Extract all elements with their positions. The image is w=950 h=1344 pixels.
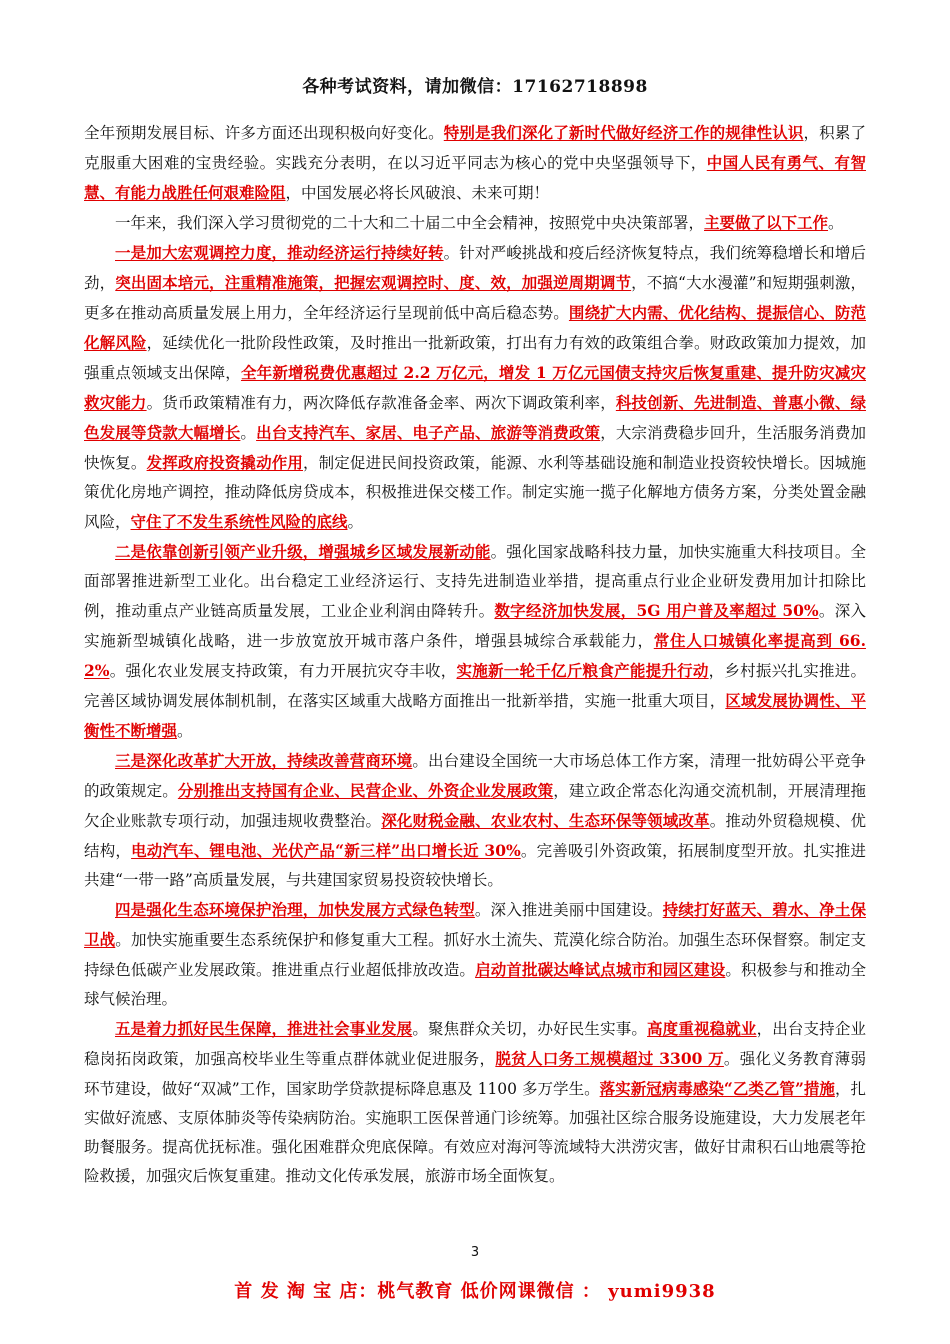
highlighted-text: 深化财税金融、农业农村、生态环保等领域改革 bbox=[381, 811, 710, 830]
body-text: 。 bbox=[828, 214, 844, 232]
body-text: ，建立政企常态化沟通交流机制，开展清理拖欠企业账款专项行动，加强违规收费整治。 bbox=[84, 782, 866, 830]
highlighted-text: 落实新冠病毒感染“乙类乙管”措施 bbox=[599, 1079, 835, 1098]
highlighted-text: 全年新增税费优惠超过 2.2 万亿元，增发 1 万亿元国债支持灾后恢复重建、提升防灾减灾救灾能力 bbox=[84, 363, 866, 412]
body-text: 。深入推进美丽中国建设。 bbox=[474, 901, 663, 919]
body-text: 。强化国家战略科技力量，加快实施重大科技项目。全面部署推进新型工业化。出台稳定工业经济运行、支持先进制造业举措，提高重点行业企业研发费用加计扣除比例，推动重点产业链高质量发展，工业企业利润由降转升。 bbox=[84, 543, 866, 620]
body-text: 。 bbox=[347, 513, 364, 531]
body-text: 。货币政策精准有力，两次降低存款准备金率、两次下调政策利率， bbox=[146, 394, 616, 412]
body-text: 。 bbox=[240, 424, 257, 442]
body-text: ，延续优化一批阶段性政策，及时推出一批新政策，打出有力有效的政策组合拳。财政政策加力提效，加强重点领域支出保障， bbox=[84, 334, 866, 382]
highlighted-text: 围绕扩大内需、优化结构、提振信心、防范化解风险 bbox=[84, 303, 866, 352]
page-header: 各种考试资料，请加微信：17162718898 bbox=[302, 77, 648, 97]
highlighted-text: 主要做了以下工作 bbox=[704, 213, 829, 232]
page-footer: 首 发 淘 宝 店：桃气教育 低价网课微信 ： yumi9938 bbox=[234, 1281, 716, 1302]
body-text: 。强化农业发展支持政策，有力开展抗灾夺丰收， bbox=[109, 662, 457, 680]
highlighted-text: 高度重视稳就业 bbox=[647, 1019, 757, 1038]
paragraph bbox=[84, 208, 866, 238]
body-text: ，大宗消费稳步回升，生活服务消费加快恢复。 bbox=[84, 424, 866, 472]
body-text: 。加快实施重要生态系统保护和修复重大工程。抓好水土流失、荒漠化综合防治。加强生态环保督察。制定支持绿色低碳产业发展政策。推进重点行业超低排放改造。 bbox=[84, 931, 866, 979]
highlighted-text: 中国人民有勇气、有智慧、有能力战胜任何艰难险阻 bbox=[84, 153, 866, 202]
body-text: ，扎实做好流感、支原体肺炎等传染病防治。实施职工医保普通门诊统筹。加强社区综合服务设施建设，大力发展老年助餐服务。提高优抚标准。强化困难群众兜底保障。有效应对海河等流域特大洪涝灾害，做好甘肃积石山地震等抢险救援，加强灾后恢复重建。推动文化传承发展，旅游市场全面恢复。 bbox=[84, 1080, 866, 1185]
page-number: 3 bbox=[470, 1245, 480, 1260]
highlighted-text: 实施新一轮千亿斤粮食产能提升行动 bbox=[456, 661, 709, 680]
highlighted-text: 一是加大宏观调控力度，推动经济运行持续好转 bbox=[115, 243, 444, 262]
highlighted-text: 五是着力抓好民生保障，推进社会事业发展 bbox=[115, 1019, 413, 1038]
body-text: ，不搞“大水漫灌”和短期强刺激，更多在推动高质量发展上用力，全年经济运行呈现前低中高后稳态势。 bbox=[84, 274, 866, 322]
body-text: 。深入实施新型城镇化战略，进一步放宽放开城市落户条件，增强县城综合承载能力， bbox=[84, 602, 866, 650]
body-text: 。 bbox=[177, 722, 193, 740]
highlighted-text: 脱贫人口务工规模超过 3300 万 bbox=[495, 1049, 724, 1068]
paragraph bbox=[84, 118, 866, 208]
highlighted-text: 突出固本培元，注重精准施策，把握宏观调控时、度、效，加强逆周期调节 bbox=[115, 273, 632, 292]
paragraph bbox=[84, 1014, 866, 1191]
highlighted-text: 持续打好蓝天、碧水、净土保卫战 bbox=[84, 900, 866, 949]
body-text: ，中国发展必将长风破浪、未来可期！ bbox=[285, 184, 550, 202]
body-text: 一年来，我们深入学习贯彻党的二十大和二十届二中全会精神，按照党中央决策部署， bbox=[115, 214, 705, 232]
body-text: ，积累了克服重大困难的宝贵经验。实践充分表明，在以习近平同志为核心的党中央坚强领导下， bbox=[84, 124, 866, 172]
body-text: 。出台建设全国统一大市场总体工作方案，清理一批妨碍公平竞争的政策规定。 bbox=[84, 752, 866, 800]
body-text: 。完善吸引外资政策，拓展制度型开放。扎实推进共建“一带一路”高质量发展，与共建国家贸易投资较快增长。 bbox=[84, 842, 866, 889]
highlighted-text: 分别推出支持国有企业、民营企业、外资企业发展政策 bbox=[177, 781, 554, 800]
body-text: ，制定促进民间投资政策，能源、水利等基础设施和制造业投资较快增长。因城施策优化房地产调控，推动降低房贷成本，积极推进保交楼工作。制定实施一揽子化解地方债务方案，分类处置金融风险， bbox=[84, 454, 866, 531]
body-text: 。针对严峻挑战和疫后经济恢复特点，我们统筹稳增长和增后劲， bbox=[84, 244, 866, 292]
highlighted-text: 发挥政府投资撬动作用 bbox=[146, 453, 303, 472]
highlighted-text: 科技创新、先进制造、普惠小微、绿色发展等贷款大幅增长 bbox=[84, 393, 866, 442]
body-text: 。强化义务教育薄弱环节建设，做好“双减”工作，国家助学贷款提标降息惠及 1100 多万学生。 bbox=[84, 1050, 866, 1098]
highlighted-text: 守住了不发生系统性风险的底线 bbox=[130, 512, 348, 531]
highlighted-text: 三是深化改革扩大开放，持续改善营商环境 bbox=[115, 751, 413, 770]
highlighted-text: 常住人口城镇化率提高到 66.2% bbox=[84, 631, 866, 680]
paragraph bbox=[84, 895, 866, 1014]
highlighted-text: 二是依靠创新引领产业升级，增强城乡区域发展新动能 bbox=[115, 542, 491, 561]
highlighted-text: 出台支持汽车、家居、电子产品、旅游等消费政策 bbox=[256, 423, 601, 442]
paragraph bbox=[84, 238, 866, 537]
body-text: ，出台支持企业稳岗拓岗政策，加强高校毕业生等重点群体就业促进服务， bbox=[84, 1020, 866, 1068]
highlighted-text: 四是强化生态环境保护治理，加快发展方式绿色转型 bbox=[115, 900, 475, 919]
paragraph bbox=[84, 537, 866, 746]
body-text: 。聚焦群众关切，办好民生实事。 bbox=[412, 1020, 648, 1038]
document-body bbox=[84, 118, 866, 1191]
highlighted-text: 电动汽车、锂电池、光伏产品“新三样”出口增长近 30% bbox=[131, 841, 521, 860]
highlighted-text: 特别是我们深化了新时代做好经济工作的规律性认识 bbox=[443, 123, 804, 142]
paragraph bbox=[84, 746, 866, 895]
body-text: 全年预期发展目标、许多方面还出现积极向好变化。 bbox=[84, 124, 444, 142]
highlighted-text: 数字经济加快发展，5G 用户普及率超过 50% bbox=[494, 601, 819, 620]
body-text: 。积极参与和推动全球气候治理。 bbox=[84, 961, 866, 1008]
highlighted-text: 启动首批碳达峰试点城市和园区建设 bbox=[475, 960, 726, 979]
body-text: ，乡村振兴扎实推进。完善区域协调发展体制机制，在落实区域重大战略方面推出一批新举措，实施一批重大项目， bbox=[84, 662, 866, 710]
highlighted-text: 区域发展协调性、平衡性不断增强 bbox=[84, 691, 866, 740]
body-text: 。推动外贸稳规模、优结构， bbox=[84, 812, 866, 860]
